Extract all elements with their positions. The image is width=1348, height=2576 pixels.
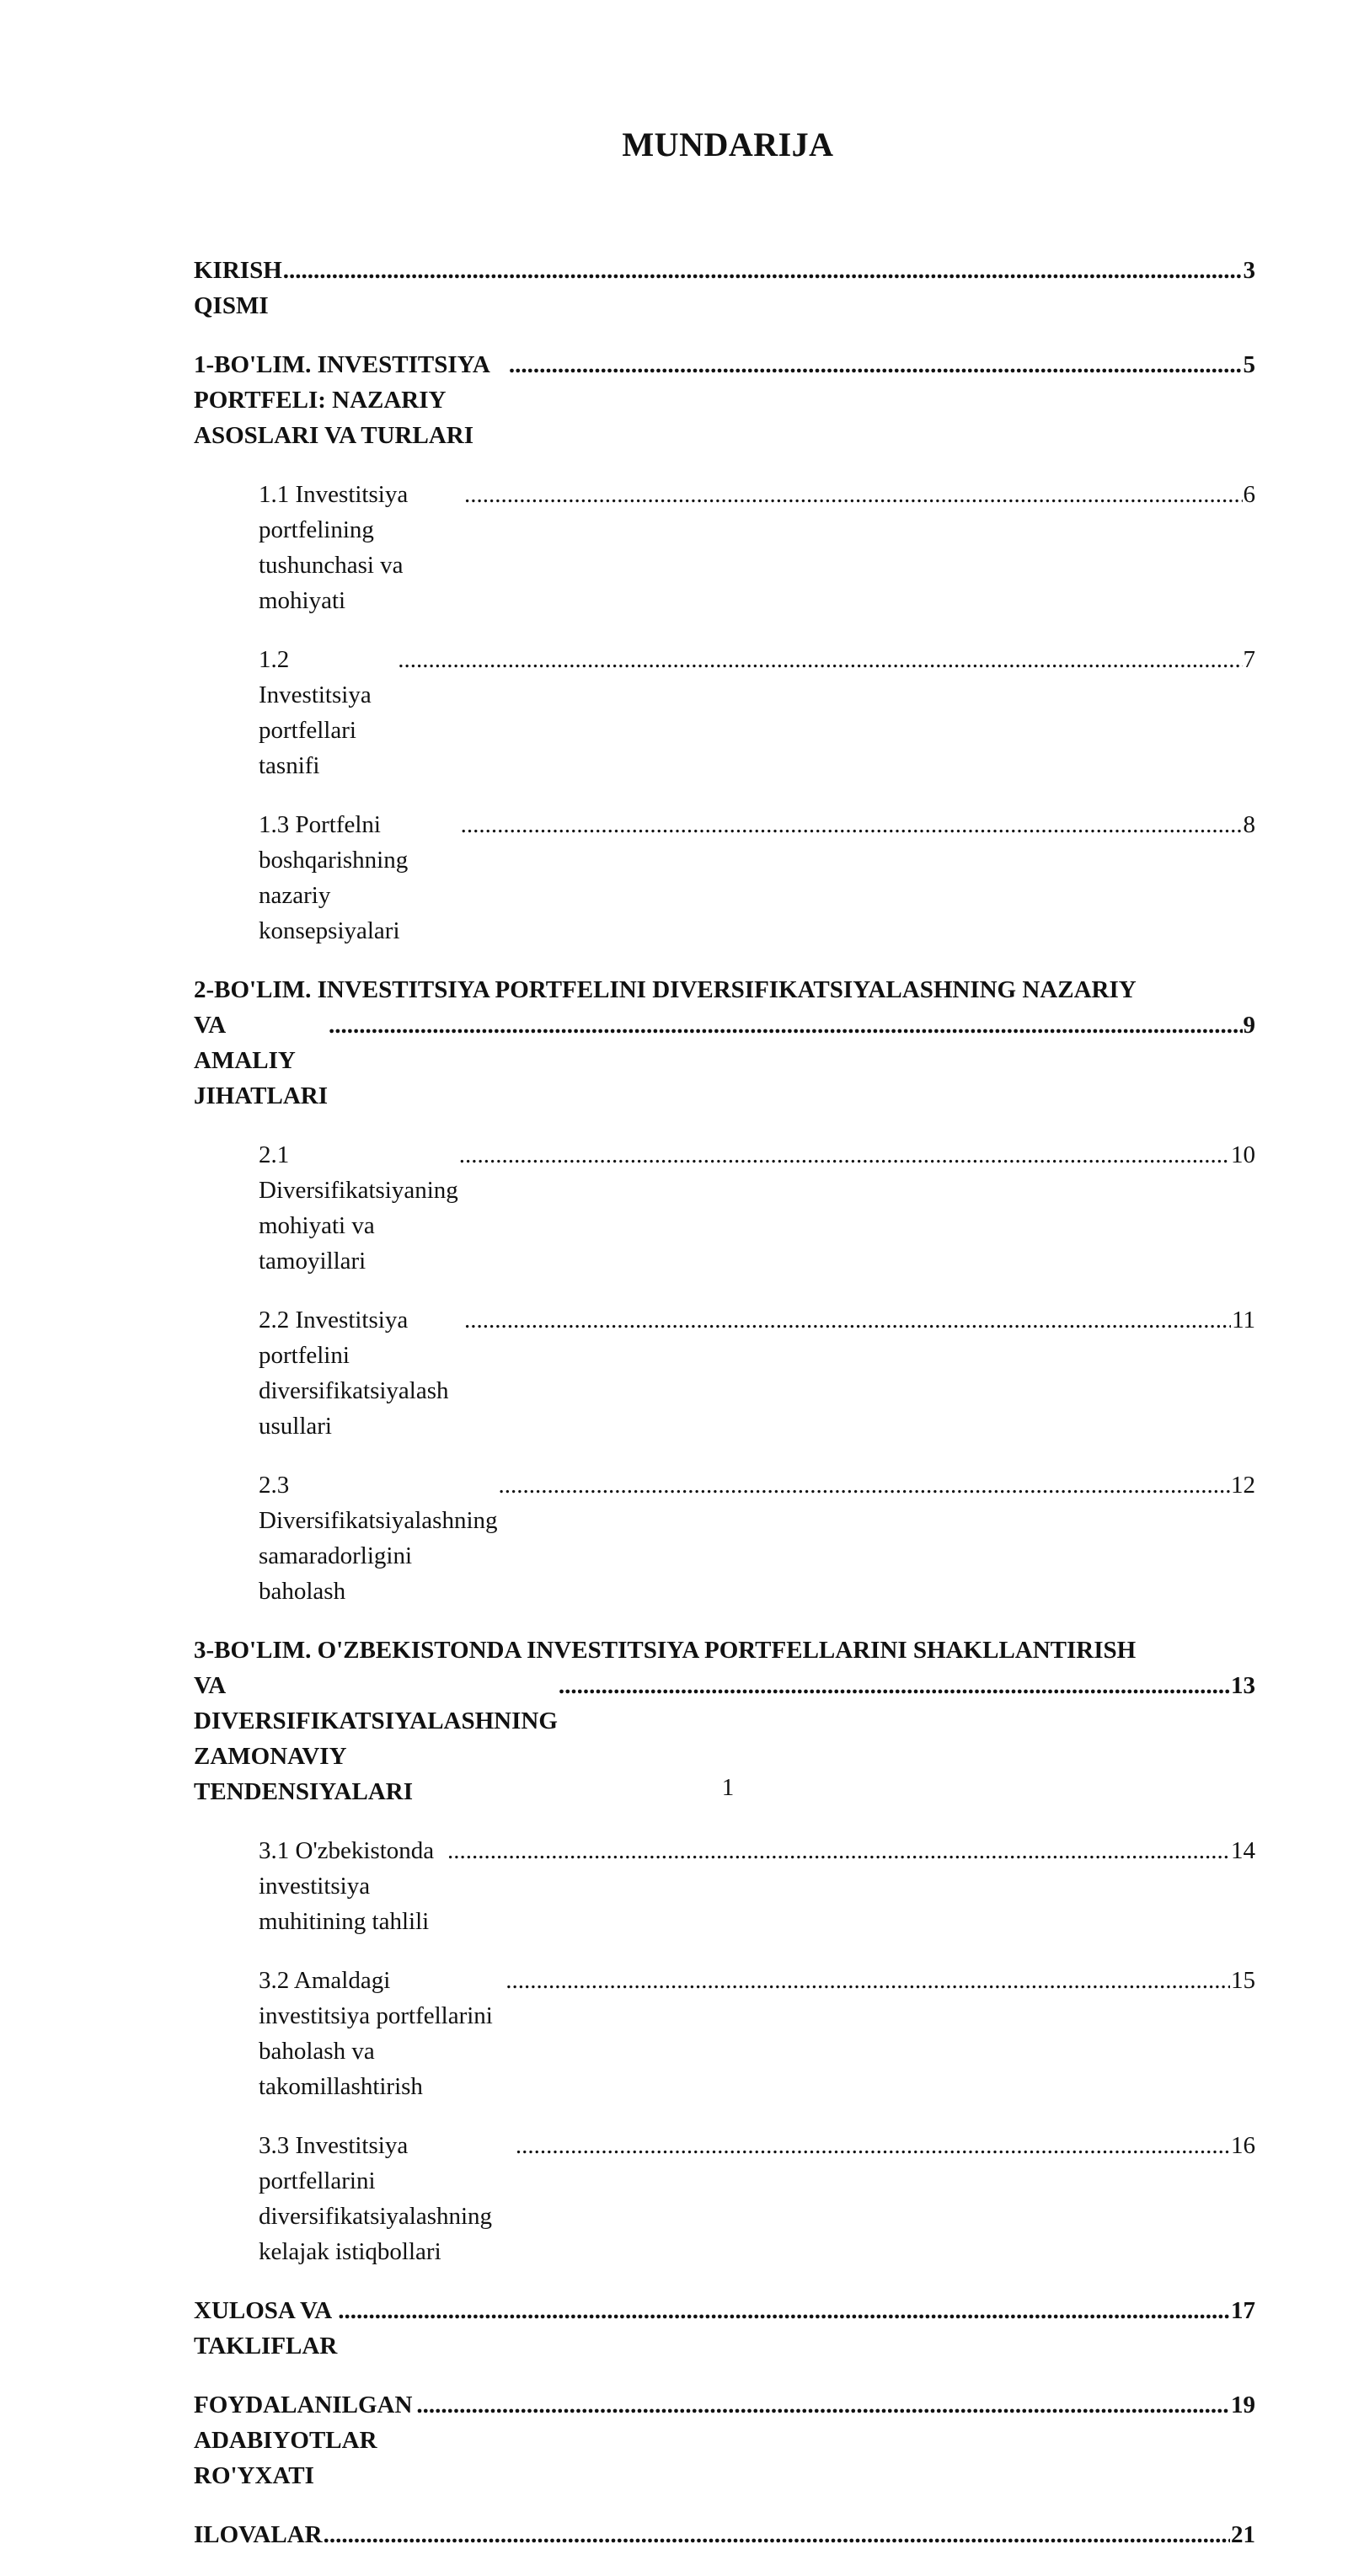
toc-leader-dots bbox=[283, 253, 1243, 288]
toc-page-number: 13 bbox=[1231, 1672, 1255, 1699]
toc-page-number: 5 bbox=[1243, 351, 1255, 378]
toc-entry-3-3[interactable] bbox=[194, 2128, 1255, 2269]
toc-leader-dots bbox=[509, 347, 1243, 382]
toc-page-number: 19 bbox=[1231, 2392, 1255, 2418]
toc-entry-section-1[interactable] bbox=[194, 347, 1255, 453]
toc-page-number: 16 bbox=[1231, 2132, 1255, 2159]
toc-page-number: 12 bbox=[1231, 1472, 1255, 1499]
toc-leader-dots bbox=[506, 1963, 1230, 1998]
toc-entry-section-2[interactable] bbox=[194, 972, 1255, 1114]
toc-leader-dots bbox=[516, 2128, 1230, 2163]
toc-entry-text: XULOSA VA TAKLIFLAR bbox=[194, 2297, 338, 2360]
toc-entry-text: ILOVALAR bbox=[194, 2521, 323, 2548]
toc-entry-text: KIRISH QISMI bbox=[194, 257, 282, 319]
toc-page-number: 7 bbox=[1243, 646, 1255, 673]
toc-page-number: 11 bbox=[1232, 1307, 1255, 1333]
toc-page-number: 10 bbox=[1231, 1141, 1255, 1168]
toc-entry-text: 3.2 Amaldagi investitsiya portfellarini baholash va takomillashtirish bbox=[259, 1967, 493, 2100]
toc-entry-text: 2.2 Investitsiya portfelini diversifikatsiyalash usullari bbox=[259, 1307, 449, 1440]
toc-entry-text: 1.1 Investitsiya portfelining tushunchasi va mohiyati bbox=[259, 481, 409, 614]
toc-page-number: 17 bbox=[1231, 2297, 1255, 2324]
toc-entry-1-3[interactable] bbox=[194, 807, 1255, 949]
toc-entry-2-2[interactable] bbox=[194, 1302, 1255, 1444]
toc-entry-text-line-1: 2-BO'LIM. INVESTITSIYA PORTFELINI DIVERSIFIKATSIYALASHNING NAZARIY bbox=[194, 976, 1137, 1003]
toc-page-number: 15 bbox=[1231, 1967, 1255, 1994]
toc-leader-dots bbox=[329, 1007, 1243, 1043]
toc-entry-text-line-2: VA DIVERSIFIKATSIYALASHNING ZAMONAVIY TENDENSIYALARI bbox=[194, 1672, 558, 1805]
toc-entry-1-2[interactable] bbox=[194, 642, 1255, 783]
toc-page-number: 3 bbox=[1243, 257, 1255, 284]
toc-leader-dots bbox=[464, 1302, 1231, 1338]
toc-entry-text: FOYDALANILGAN ADABIYOTLAR RO'YXATI bbox=[194, 2392, 413, 2489]
toc-entry-text: 3.3 Investitsiya portfellarini diversifikatsiyalashning kelajak istiqbollari bbox=[259, 2132, 493, 2265]
toc-entry-1-1[interactable] bbox=[194, 477, 1255, 618]
toc-entry-text: 1-BO'LIM. INVESTITSIYA PORTFELI: NAZARIY ASOSLARI VA TURLARI bbox=[194, 351, 489, 449]
toc-entry-ilovalar[interactable] bbox=[194, 2517, 1255, 2552]
toc-page-number: 14 bbox=[1231, 1837, 1255, 1864]
toc-leader-dots bbox=[324, 2517, 1230, 2552]
toc-entry-3-2[interactable] bbox=[194, 1963, 1255, 2104]
toc-leader-dots bbox=[464, 477, 1242, 512]
toc-leader-dots bbox=[459, 1137, 1230, 1173]
toc-page-number: 8 bbox=[1243, 811, 1255, 838]
toc-entry-2-3[interactable] bbox=[194, 1467, 1255, 1609]
toc-entry-xulosa[interactable] bbox=[194, 2293, 1255, 2364]
toc-page-number: 21 bbox=[1231, 2521, 1255, 2548]
toc-entry-text: 3.1 O'zbekistonda investitsiya muhitining tahlili bbox=[259, 1837, 435, 1935]
toc-page-number: 9 bbox=[1243, 1012, 1255, 1039]
toc-entry-adabiyotlar[interactable] bbox=[194, 2387, 1255, 2493]
toc-entry-text-line-2: VA AMALIY JIHATLARI bbox=[194, 1012, 328, 1109]
page-number: 1 bbox=[721, 1774, 735, 1801]
toc-entry-text: 1.2 Investitsiya portfellari tasnifi bbox=[259, 646, 372, 779]
toc-leader-dots bbox=[338, 2293, 1230, 2328]
toc-entry-text: 2.3 Diversifikatsiyalashning samaradorligini baholash bbox=[259, 1472, 498, 1605]
page-title: MUNDARIJA bbox=[622, 126, 834, 163]
toc-page-number: 6 bbox=[1243, 481, 1255, 508]
toc-entry-text-line-1: 3-BO'LIM. O'ZBEKISTONDA INVESTITSIYA PORTFELLARINI SHAKLLANTIRISH bbox=[194, 1637, 1137, 1664]
toc-leader-dots bbox=[447, 1833, 1230, 1868]
toc-entry-2-1[interactable] bbox=[194, 1137, 1255, 1279]
toc-leader-dots bbox=[398, 642, 1242, 677]
toc-entry-text: 2.1 Diversifikatsiyaning mohiyati va tamoyillari bbox=[259, 1141, 458, 1275]
toc-entry-text: 1.3 Portfelni boshqarishning nazariy konsepsiyalari bbox=[259, 811, 409, 944]
toc-entry-3-1[interactable] bbox=[194, 1833, 1255, 1939]
toc-leader-dots bbox=[499, 1467, 1230, 1503]
table-of-contents bbox=[194, 253, 1255, 2576]
toc-leader-dots bbox=[461, 807, 1243, 842]
toc-entry-kirish[interactable] bbox=[194, 253, 1255, 323]
toc-leader-dots bbox=[416, 2387, 1230, 2423]
toc-leader-dots bbox=[559, 1668, 1230, 1703]
